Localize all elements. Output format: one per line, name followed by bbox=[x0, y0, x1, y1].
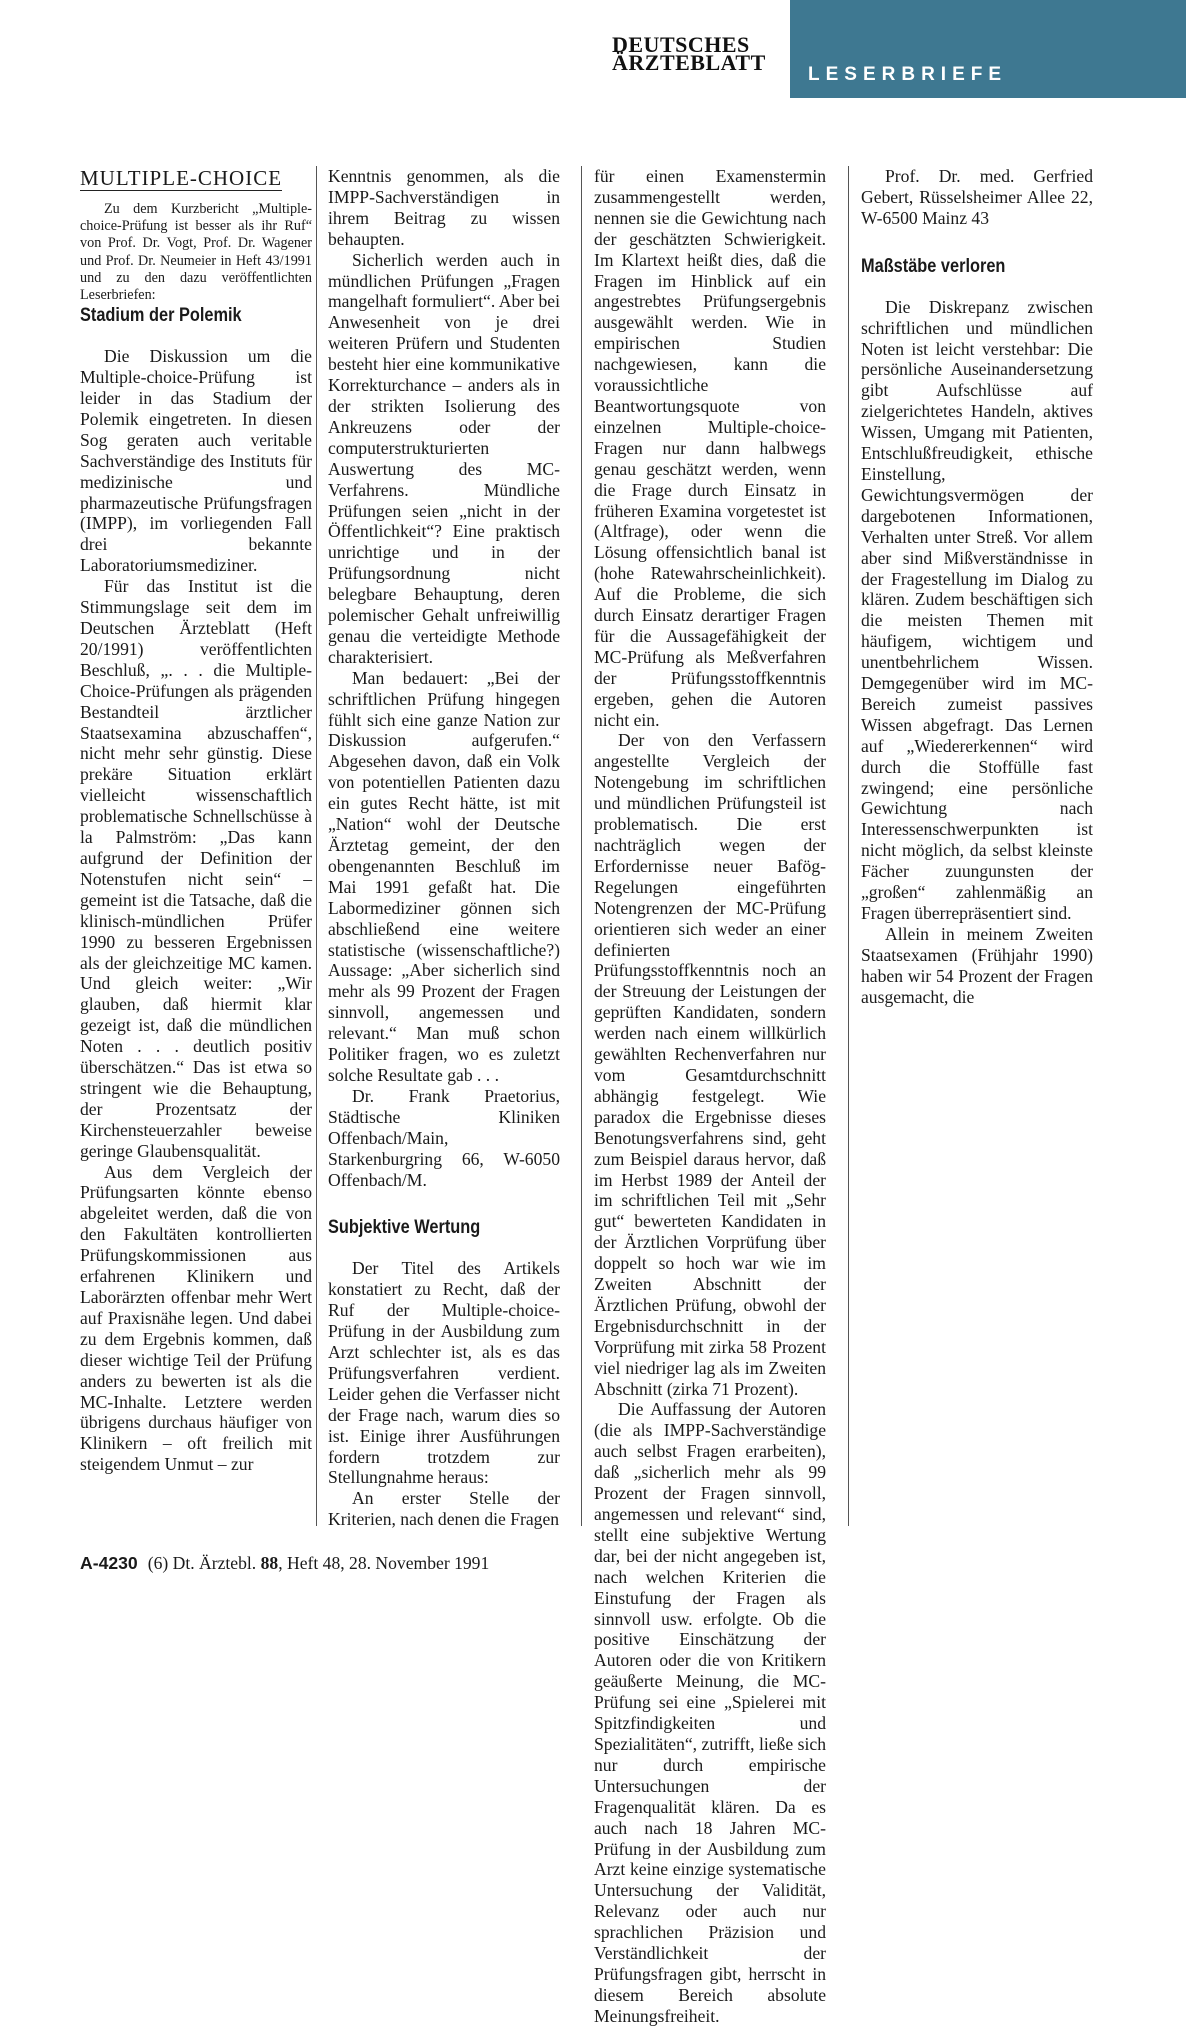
footer-issue: , Heft 48, 28. November 1991 bbox=[278, 1553, 490, 1573]
rubric: MULTIPLE-CHOICE bbox=[80, 166, 283, 190]
masthead-line-1: DEUTSCHES bbox=[612, 32, 750, 57]
paragraph: Kenntnis genommen, als die IMPP-Sachverständigen in ihrem Beitrag zu wissen behaupten. bbox=[328, 166, 560, 249]
column-2 bbox=[328, 166, 560, 1530]
column-rule bbox=[581, 166, 582, 1526]
paragraph: Für das Institut ist die Stimmungslage seit dem im Deutschen Ärzteblatt (Heft 20/1991) veröffentlichten Beschluß, „. . . die Multiple-Choice-Prüfungen als prägenden Bestandteil ärztlicher Staatsexamina abzuschaffen“, nicht mehr sehr günstig. Diese prekäre Situation erklärt vielleicht wissenschaftlich problematische Schnellschüsse à la Palmström: „Das kann aufgrund der Definition der Notenstufen nicht sein“ – gemeint ist die Tatsache, daß die klinisch-mündlichen Prüfer 1990 zu besseren Ergebnissen als der gleichzeitige MC kamen. Und gleich weiter: „Wir glauben, daß hiermit klar gezeigt ist, daß die mündlichen Noten . . . deutlich positiv überschätzen.“ Das ist etwa so stringent wie die Behauptung, der Prozentsatz der Kirchensteuerzahler beweise geringe Glaubensqualität. bbox=[80, 576, 312, 1161]
page-number: A-4230 bbox=[80, 1553, 138, 1573]
paragraph: Die Auffassung der Autoren (die als IMPP-Sachverständige auch selbst Fragen erarbeiten), daß „sicherlich mehr als 99 Prozent der Fragen sinnvoll, angemessen und relevant“ sind, stellt eine subjektive Wertung dar, bei der nicht angegeben ist, nach welchen Kriterien die Einstufung der Fragen als sinnvoll usw. erfolgte. Ob die positive Einschätzung der Autoren oder die von Kritikern geäußerte Meinung, die MC-Prüfung sei eine „Spielerei mit Spitzfindigkeiten und Spezialitäten“, zutrifft, ließe sich nur durch empirische Untersuchungen der Fragenqualität klären. Da es auch nach 18 Jahren MC-Prüfung in der Ausbildung zum Arzt keine einzige systematische Untersuchung der Validität, Relevanz oder auch nur sprachlichen Präzision und Verständlichkeit der Prüfungsfragen gibt, herrscht in diesem Bereich absolute Meinungsfreiheit. bbox=[594, 1399, 826, 2026]
masthead-logo bbox=[612, 32, 766, 75]
section-label: LESERBRIEFE bbox=[808, 64, 1008, 85]
letter-heading: Subjektive Wertung bbox=[328, 1217, 481, 1239]
paragraph: Der Titel des Artikels konstatiert zu Recht, daß der Ruf der Multiple-choice-Prüfung in der Ausbildung zum Arzt schlechter ist, als es das Prüfungsverfahren verdient. Leider gehen die Verfasser nicht der Frage nach, warum dies so ist. Einige ihrer Ausführungen fordern trotzdem zur Stellungnahme heraus: bbox=[328, 1258, 560, 1488]
column-rule bbox=[848, 166, 849, 1526]
column-3 bbox=[594, 166, 826, 2027]
page-footer bbox=[80, 1553, 489, 1574]
letter-heading: Maßstäbe verloren bbox=[861, 255, 1006, 277]
paragraph: Sicherlich werden auch in mündlichen Prüfungen „Fragen mangelhaft formuliert“. Aber bei Anwesenheit von je drei weiteren Prüfern und Studenten besteht hier eine kommunikative Korrekturchance – anders als in der strikten Isolierung des Ankreuzens oder der computerstrukturierten Auswertung des MC-Verfahrens. Mündliche Prüfungen seien „nicht in der Öffentlichkeit“? Eine praktisch unrichtige und in der Prüfungsordnung nicht belegbare Behauptung, deren polemischer Gehalt unfreiwillig genau die verteidigte Methode charakterisiert. bbox=[328, 249, 560, 667]
paragraph: Man bedauert: „Bei der schriftlichen Prüfung hingegen fühlt sich eine ganze Nation zur Diskussion aufgerufen.“ Abgesehen davon, daß ein Volk von potentiellen Patienten dazu ein gutes Recht hätte, ist mit „Nation“ wohl der Deutsche Ärztetag gemeint, der den obengenannten Beschluß im Mai 1991 gefaßt hat. Die Labormediziner gönnen sich abschließend eine weitere statistische (wissenschaftliche?) Aussage: „Aber sicherlich sind mehr als 99 Prozent der Fragen sinnvoll, angemessen und relevant.“ Man muß schon Politiker fragen, wo es zuletzt solche Resultate gab . . . bbox=[328, 667, 560, 1085]
column-1 bbox=[80, 166, 312, 1475]
paragraph: Die Diskussion um die Multiple-choice-Prüfung ist leider in das Stadium der Polemik eingetreten. In diesen Sog geraten auch veritable Sachverständige des Instituts für medizinische und pharmazeutische Prüfungsfragen (IMPP), im vorliegenden Fall drei bekannte Laboratoriumsmediziner. bbox=[80, 346, 312, 576]
masthead-line-2: ÄRZTEBLATT bbox=[612, 50, 766, 75]
footer-journal: (6) Dt. Ärztebl. bbox=[147, 1553, 257, 1573]
paragraph: für einen Examenstermin zusammengestellt werden, nennen sie die Gewichtung nach der geschätzten Schwierigkeit. Im Klartext heißt dies, daß die Fragen im Hinblick auf ein angestrebtes Prüfungsergebnis ausgewählt werden. Wie in empirischen Studien nachgewiesen, kann die voraussichtliche Beantwortungsquote von einzelnen Multiple-choice-Fragen nur dann halbwegs genau geschätzt werden, wenn die Frage durch Einsatz in früheren Examina vorgetestet ist (Altfrage), oder wenn die Lösung offensichtlich banal ist (hohe Ratewahrscheinlichkeit). Auf die Probleme, die sich durch Einsatz derartiger Fragen für die Aussagefähigkeit der MC-Prüfung als Meßverfahren der Prüfungsstoffkenntnis ergeben, gehen die Autoren nicht ein. bbox=[594, 166, 826, 730]
paragraph: Die Diskrepanz zwischen schriftlichen und mündlichen Noten ist leicht verstehbar: Die persönliche Auseinandersetzung gibt Aufschlüsse auf zielgerichtetes Handeln, aktives Wissen, Umgang mit Patienten, Entschlußfreudigkeit, ethische Einstellung, Gewichtungsvermögen der dargebotenen Informationen, Verhalten unter Streß. Vor allem aber sind Mißverständnisse in der Fragestellung im Dialog zu klären. Zudem beschäftigen sich die meisten Themen mit häufigem, wichtigem und unentbehrlichem Wissen. Demgegenüber wird im MC-Bereich zumeist passives Wissen abgefragt. Das Lernen auf „Wiedererkennen“ wird durch die Stoffülle fast zwingend; eine persönliche Gewichtung nach Interessenschwerpunkten ist nicht möglich, da selbst kleinste Fächer zuungunsten der „großen“ zahlenmäßig an Fragen überrepräsentiert sind. bbox=[861, 296, 1093, 923]
signature: Dr. Frank Praetorius, Städtische Kliniken Offenbach/Main, Starkenburgring 66, W-6050 Offenbach/M. bbox=[328, 1085, 560, 1190]
signature: Prof. Dr. med. Gerfried Gebert, Rüsselsheimer Allee 22, W-6500 Mainz 43 bbox=[861, 166, 1093, 228]
intro-note: Zu dem Kurzbericht „Multiple-choice-Prüfung ist besser als ihr Ruf“ von Prof. Dr. Vogt, Prof. Dr. Wagener und Prof. Dr. Neumeier in Heft 43/1991 und zu den dazu veröffentlichten Leserbriefen: bbox=[80, 201, 312, 304]
paragraph: Der von den Verfassern angestellte Vergleich der Notengebung im schriftlichen und mündlichen Prüfungsteil ist problematisch. Die erst nachträglich wegen der Erfordernisse neuer Bafög-Regelungen eingeführten Notengrenzen der MC-Prüfung orientieren sich weder an einer definierten Prüfungsstoffkenntnis noch an der Streuung der Leistungen der geprüften Kandidaten, sondern werden nach einem willkürlich gewählten Rechenverfahren nur vom Gesamtdurchschnitt abhängig festgelegt. Wie paradox die Ergebnisse dieses Benotungsverfahrens sind, geht zum Beispiel daraus hervor, daß im Herbst 1989 der Anteil der im schriftlichen Teil mit „Sehr gut“ bewerteten Kandidaten in der Ärztlichen Vorprüfung über doppelt so hoch war wie im Zweiten Abschnitt der Ärztlichen Prüfung, obwohl der Ergebnisdurchschnitt in der Vorprüfung mit zirka 58 Prozent viel niedriger lag als im Zweiten Abschnitt (zirka 71 Prozent). bbox=[594, 730, 826, 1399]
letter-heading: Stadium der Polemik bbox=[80, 305, 242, 327]
column-4 bbox=[861, 166, 1093, 1008]
paragraph: An erster Stelle der Kriterien, nach denen die Fragen bbox=[328, 1488, 560, 1530]
column-rule bbox=[316, 166, 317, 1526]
paragraph: Allein in meinem Zweiten Staatsexamen (Frühjahr 1990) haben wir 54 Prozent der Fragen ausgemacht, die bbox=[861, 923, 1093, 1007]
footer-volume: 88 bbox=[260, 1553, 279, 1573]
paragraph: Aus dem Vergleich der Prüfungsarten könnte ebenso abgeleitet werden, daß die von den Fakultäten kontrollierten Prüfungskommissionen aus erfahrenen Klinikern und Laborärzten offenbar mehr Wert auf Praxisnähe legen. Und dabei zu dem Ergebnis kommen, daß dieser wichtige Teil der Prüfung anders zu bewerten ist als die MC-Inhalte. Letztere werden übrigens durchaus häufiger von Klinikern – oft freilich mit steigendem Unmut – zur bbox=[80, 1161, 312, 1475]
